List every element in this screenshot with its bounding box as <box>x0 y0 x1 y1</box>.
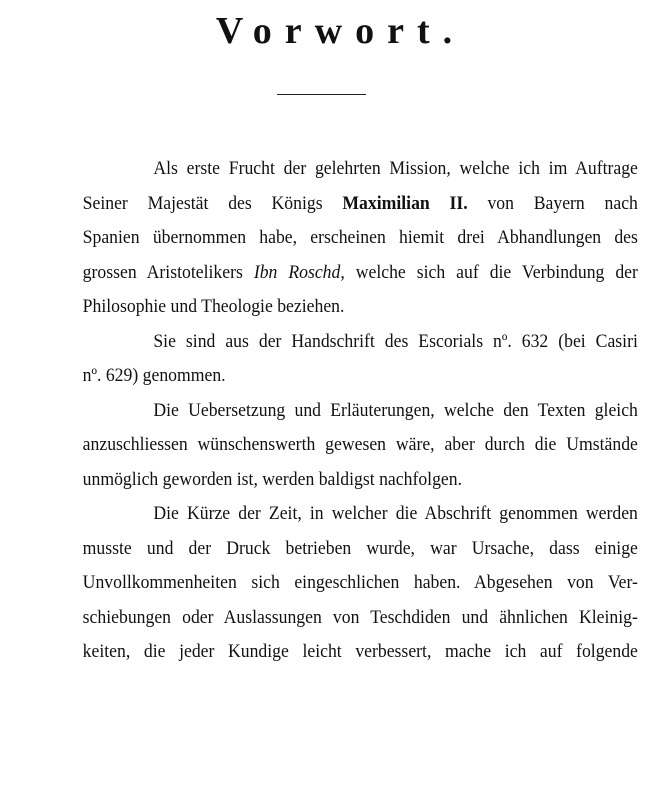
text-line: Sie sind aus der Handschrift des Escorials nº. 632 (bei Casiri <box>153 330 638 352</box>
text-line: unmöglich geworden ist, werden baldigst nachfolgen. <box>82 468 463 490</box>
text-line: nº. 629) genommen. <box>82 365 226 386</box>
text-line: Die Uebersetzung und Erläuterungen, welche den Texten gleich <box>153 399 638 421</box>
text-span: grossen Aristotelikers <box>82 261 254 283</box>
page-title: Vorwort. <box>215 10 466 52</box>
text-line: Als erste Frucht der gelehrten Mission, welche ich im Auftrage <box>153 158 638 179</box>
text-line: anzuschliessen wünschenswerth gewesen wäre, aber durch die Umstände <box>82 434 638 455</box>
text-line: schiebungen oder Auslassungen von Teschdiden und ähnlichen Kleinig- <box>82 606 638 628</box>
text-line <box>12 187 638 222</box>
paragraph-2 <box>12 325 638 394</box>
paragraph-4 <box>12 497 638 670</box>
text-span: welche sich auf die Verbindung der <box>344 261 638 283</box>
body-text <box>12 152 638 670</box>
emphasis-name: Ibn Roschd, <box>253 261 345 283</box>
text-line: Die Kürze der Zeit, in welcher die Abschrift genommen werden <box>153 503 638 524</box>
paragraph-1 <box>12 152 638 325</box>
text-line: Spanien übernommen habe, erscheinen hiemit drei Abhandlungen des <box>82 227 638 248</box>
text-span: Seiner Majestät des Königs <box>82 192 343 214</box>
text-line <box>12 256 638 291</box>
text-line: Unvollkommenheiten sich eingeschlichen haben. Abgesehen von Ver- <box>82 572 638 593</box>
title-divider <box>277 94 366 95</box>
text-line: musste und der Druck betrieben wurde, war Ursache, dass einige <box>82 537 638 559</box>
paragraph-3 <box>12 394 638 498</box>
text-line: keiten, die jeder Kundige leicht verbessert, mache ich auf folgende <box>82 641 638 662</box>
text-line: Philosophie und Theologie beziehen. <box>82 296 345 317</box>
emphasis-name: Maximilian II. <box>342 192 468 214</box>
text-span: von Bayern nach <box>467 192 638 214</box>
